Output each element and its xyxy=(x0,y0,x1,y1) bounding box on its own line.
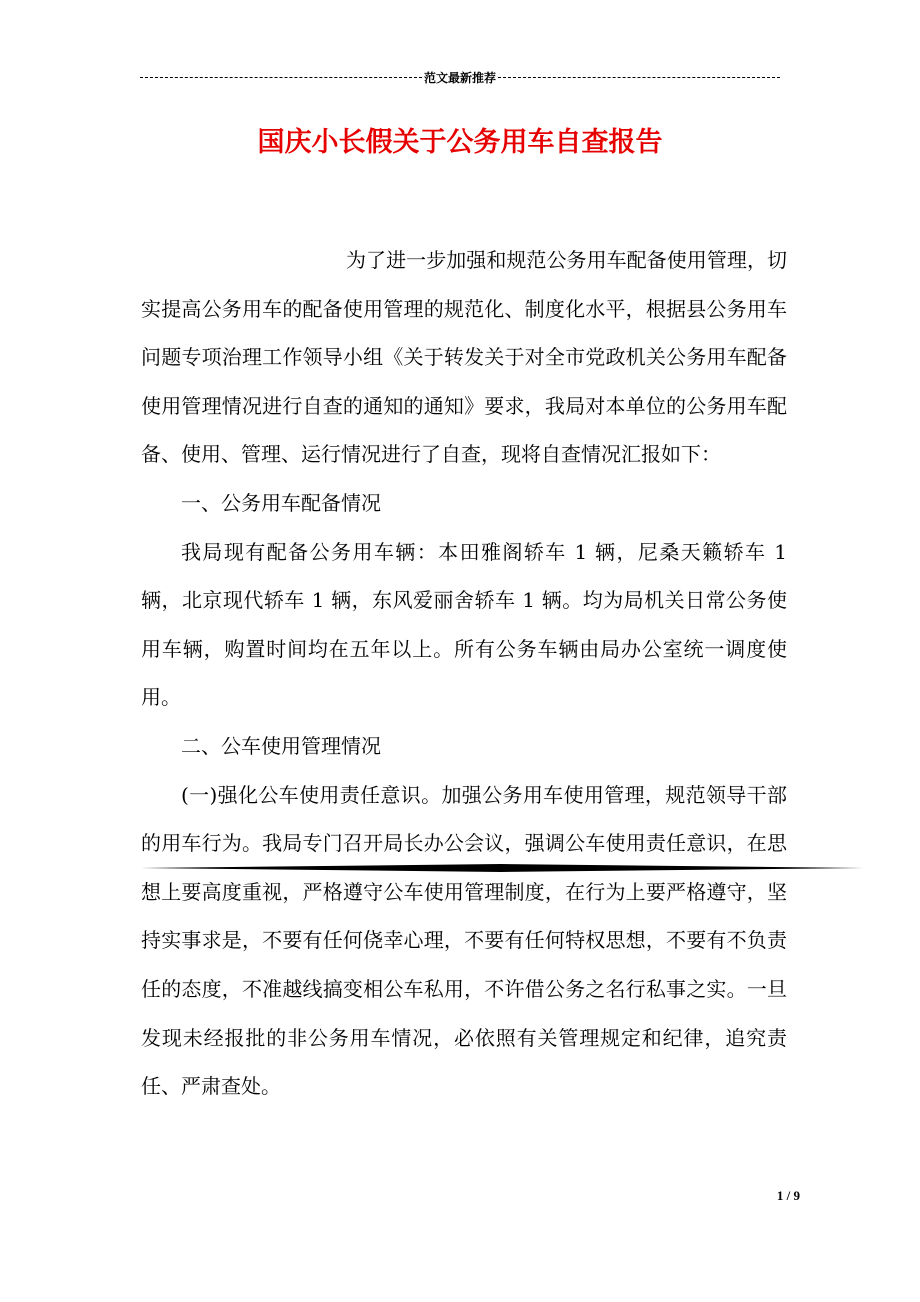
footer-rule xyxy=(141,862,863,874)
header-dash-left xyxy=(140,77,422,78)
paragraph-vehicles: 我局现有配备公务用车辆：本田雅阁轿车 1 辆，尼桑天籁轿车 1 辆，北京现代轿车 1 辆，东风爱丽舍轿车 1 辆。均为局机关日常公务使用车辆，购置时间均在五年以上。所有公务车辆由局办公室统一调度使用。 xyxy=(141,539,787,710)
header-dash-right xyxy=(498,77,780,78)
section-heading-1: 一、公务用车配备情况 xyxy=(181,490,381,515)
paragraph-responsibility: (一)强化公车使用责任意识。加强公务用车使用管理，规范领导干部的用车行为。我局专门召开局长办公会议，强调公车使用责任意识，在思想上要高度重视，严格遵守公车使用管理制度，在行为上要严格遵守，坚持实事求是，不要有任何侥幸心理，不要有任何特权思想，不要有不负责任的态度，不准越线搞变相公车私用，不许借公务之名行私事之实。一旦发现未经报批的非公务用车情况，必依照有关管理规定和纪律，追究责任、严肃查处。 xyxy=(141,782,787,1099)
document-title: 国庆小长假关于公务用车自查报告 xyxy=(257,127,663,158)
page-number: 1 / 9 xyxy=(776,1188,800,1203)
page-header xyxy=(140,68,780,86)
paragraph-intro: 为了进一步加强和规范公务用车配备使用管理，切实提高公务用车的配备使用管理的规范化、制度化水平，根据县公务用车问题专项治理工作领导小组《关于转发关于对全市党政机关公务用车配备使用管理情况进行自查的通知的通知》要求，我局对本单位的公务用车配备、使用、管理、运行情况进行了自查，现将自查情况汇报如下： xyxy=(141,248,787,467)
section-heading-2: 二、公车使用管理情况 xyxy=(181,733,381,758)
document-body xyxy=(141,236,787,1111)
header-label: 范文最新推荐 xyxy=(424,70,497,85)
